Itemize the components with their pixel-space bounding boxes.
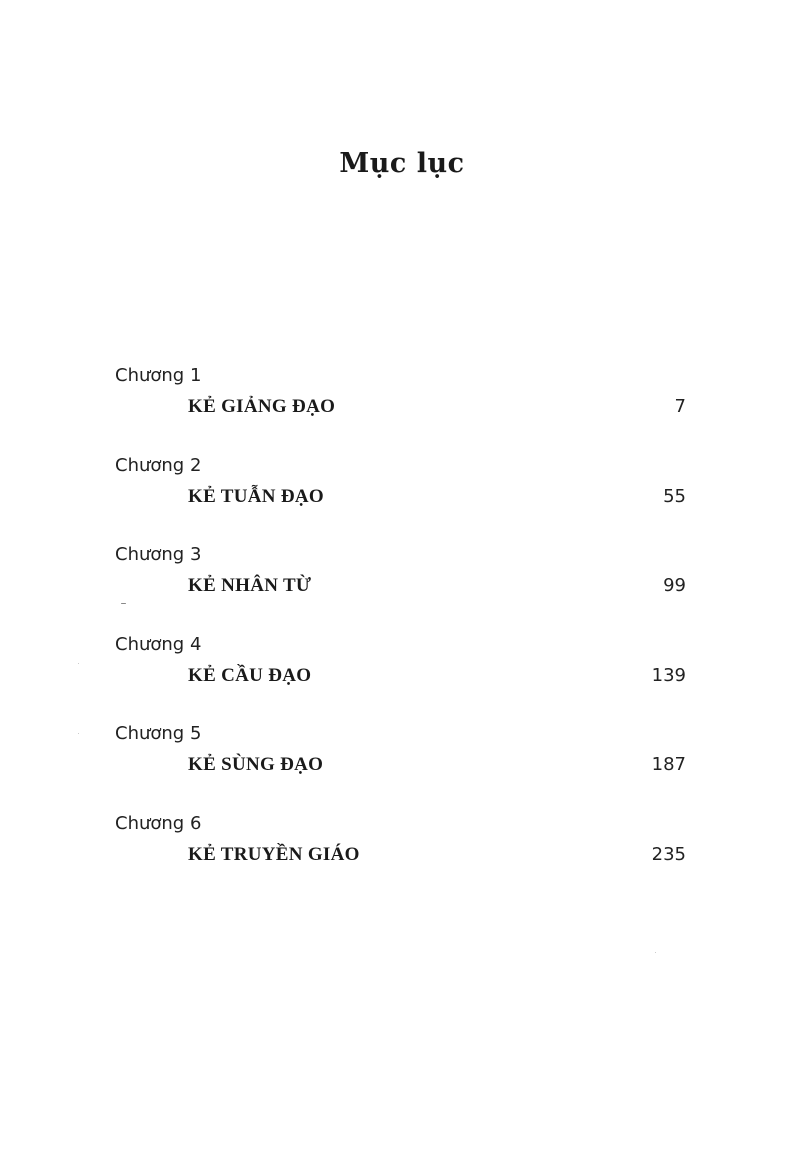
toc-entry-5: [0, 720, 800, 810]
chapter-label: Chương 2: [115, 454, 202, 476]
page-number: 187: [651, 754, 686, 776]
toc-entry-2: [0, 452, 800, 542]
chapter-label: Chương 6: [115, 812, 202, 834]
page-number: 235: [651, 843, 686, 865]
page-number: 55: [663, 485, 686, 507]
page-number: 7: [674, 396, 686, 417]
scan-speck: [78, 663, 79, 664]
toc-entry-6: [0, 810, 800, 900]
chapter-title: KẺ TRUYỀN GIÁO: [188, 843, 360, 865]
toc-entry-3: [0, 541, 800, 631]
page-title: Mục lục: [339, 148, 465, 179]
chapter-title: KẺ CẦU ĐẠO: [188, 664, 312, 686]
page-number: 99: [663, 575, 686, 597]
chapter-title: KẺ NHÂN TỪ: [188, 575, 312, 597]
page-number: 139: [651, 664, 686, 686]
scan-speck: [655, 952, 656, 953]
chapter-title: KẺ GIẢNG ĐẠO: [188, 396, 336, 417]
chapter-title: KẺ TUẪN ĐẠO: [188, 485, 324, 507]
chapter-label: Chương 4: [115, 633, 202, 655]
toc-entry-4: [0, 631, 800, 721]
chapter-label: Chương 1: [115, 365, 202, 386]
chapter-label: Chương 3: [115, 544, 202, 566]
toc-entry-1: [0, 362, 800, 452]
scan-speck: [78, 733, 79, 734]
chapter-title: KẺ SÙNG ĐẠO: [188, 754, 324, 776]
chapter-label: Chương 5: [115, 723, 202, 745]
scan-speck: [121, 603, 126, 604]
table-of-contents: [0, 362, 800, 900]
